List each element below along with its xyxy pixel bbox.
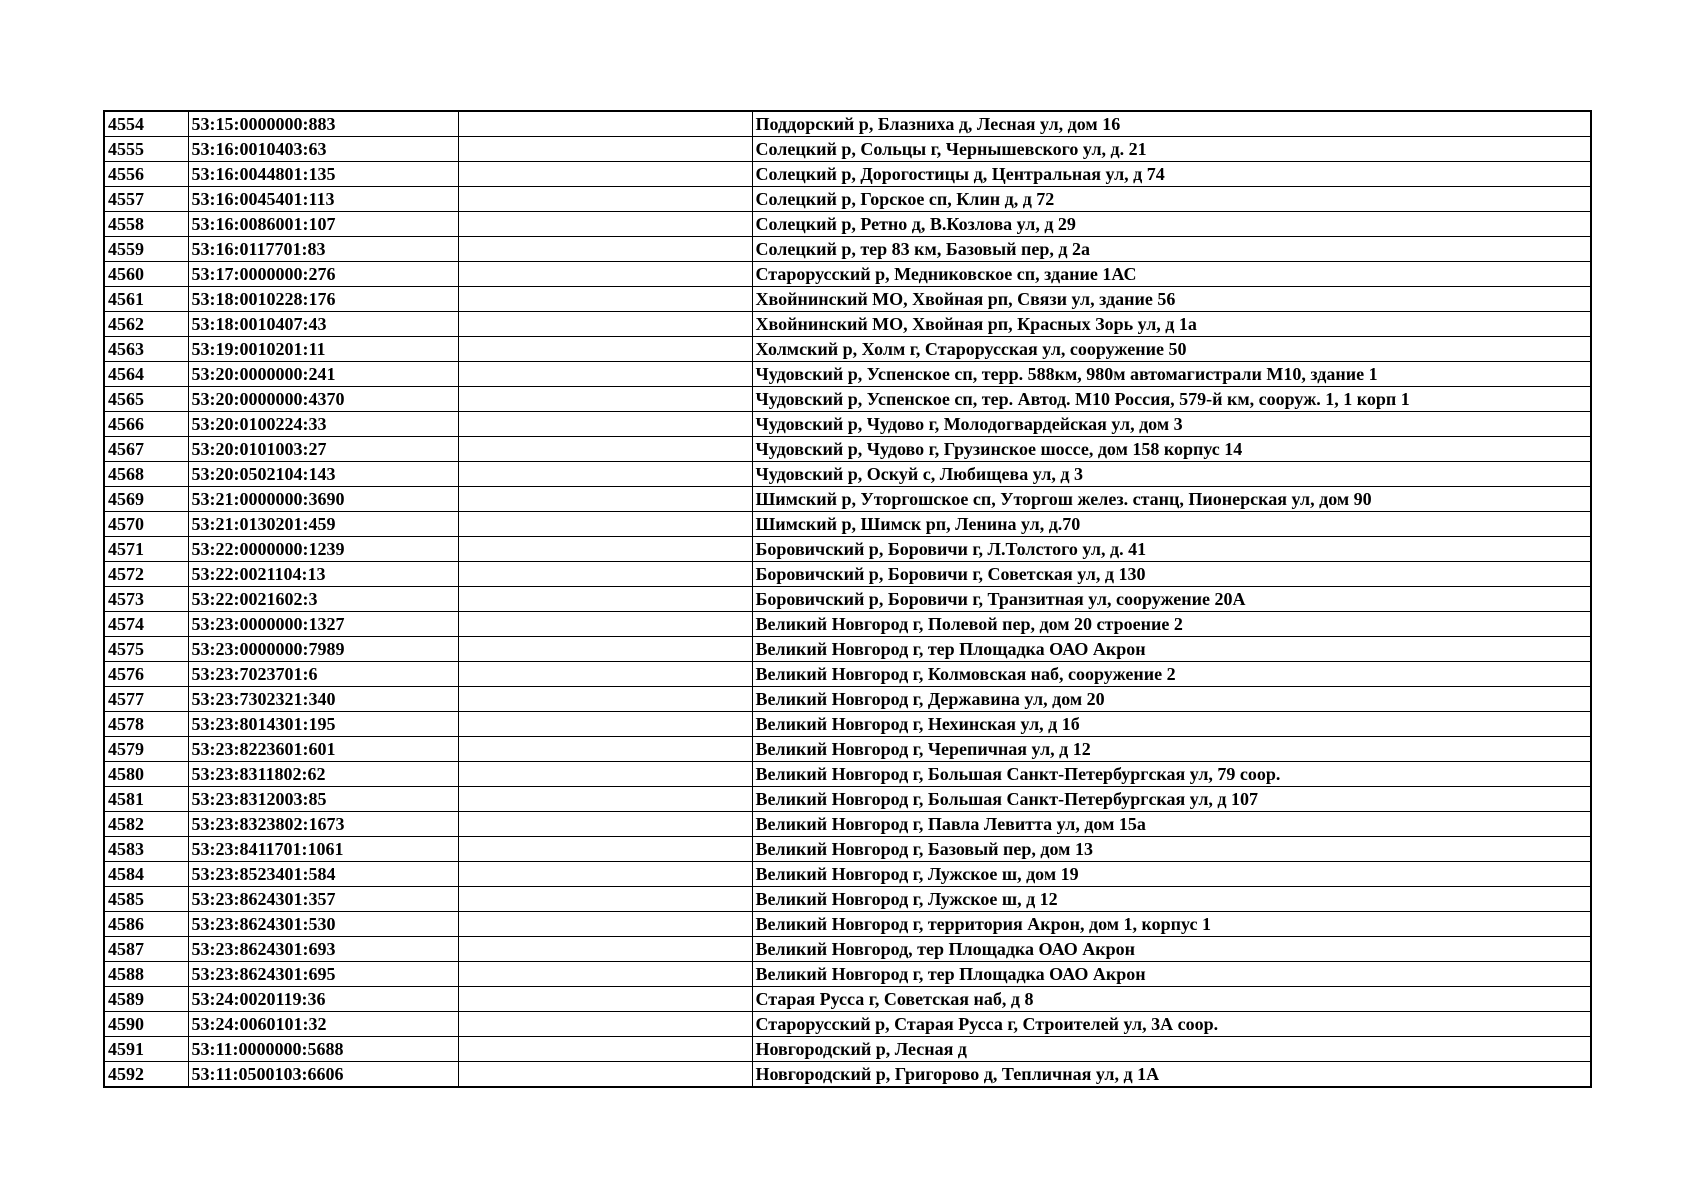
address-cell: Шимский р, Шимск рп, Ленина ул, д.70 xyxy=(752,512,1591,537)
row-number-cell: 4555 xyxy=(104,137,188,162)
table-row xyxy=(104,787,1591,812)
row-number-cell: 4589 xyxy=(104,987,188,1012)
empty-cell xyxy=(458,212,752,237)
cadastral-number-cell: 53:23:8523401:584 xyxy=(188,862,458,887)
table-row xyxy=(104,812,1591,837)
table-row xyxy=(104,887,1591,912)
cadastral-number-cell: 53:23:8624301:357 xyxy=(188,887,458,912)
empty-cell xyxy=(458,487,752,512)
row-number-cell: 4564 xyxy=(104,362,188,387)
address-cell: Великий Новгород г, Колмовская наб, сооружение 2 xyxy=(752,662,1591,687)
row-number-cell: 4579 xyxy=(104,737,188,762)
table-row xyxy=(104,187,1591,212)
table-row xyxy=(104,862,1591,887)
address-cell: Великий Новгород г, Большая Санкт-Петербургская ул, 79 соор. xyxy=(752,762,1591,787)
address-cell: Хвойнинский МО, Хвойная рп, Связи ул, здание 56 xyxy=(752,287,1591,312)
empty-cell xyxy=(458,937,752,962)
row-number-cell: 4559 xyxy=(104,237,188,262)
address-cell: Великий Новгород г, Большая Санкт-Петербургская ул, д 107 xyxy=(752,787,1591,812)
row-number-cell: 4569 xyxy=(104,487,188,512)
cadastral-number-cell: 53:23:8311802:62 xyxy=(188,762,458,787)
row-number-cell: 4577 xyxy=(104,687,188,712)
row-number-cell: 4558 xyxy=(104,212,188,237)
empty-cell xyxy=(458,1062,752,1088)
empty-cell xyxy=(458,562,752,587)
address-cell: Поддорский р, Блазниха д, Лесная ул, дом 16 xyxy=(752,111,1591,137)
table-row xyxy=(104,987,1591,1012)
address-cell: Великий Новгород г, территория Акрон, дом 1, корпус 1 xyxy=(752,912,1591,937)
row-number-cell: 4557 xyxy=(104,187,188,212)
address-cell: Солецкий р, Горское сп, Клин д, д 72 xyxy=(752,187,1591,212)
empty-cell xyxy=(458,387,752,412)
table-row xyxy=(104,612,1591,637)
table-row xyxy=(104,737,1591,762)
table-row xyxy=(104,437,1591,462)
empty-cell xyxy=(458,462,752,487)
empty-cell xyxy=(458,162,752,187)
cadastral-number-cell: 53:21:0130201:459 xyxy=(188,512,458,537)
cadastral-number-cell: 53:23:8312003:85 xyxy=(188,787,458,812)
table-row xyxy=(104,387,1591,412)
cadastral-number-cell: 53:11:0500103:6606 xyxy=(188,1062,458,1088)
row-number-cell: 4581 xyxy=(104,787,188,812)
row-number-cell: 4590 xyxy=(104,1012,188,1037)
address-cell: Новгородский р, Григорово д, Тепличная ул, д 1А xyxy=(752,1062,1591,1088)
address-cell: Солецкий р, Дорогостицы д, Центральная ул, д 74 xyxy=(752,162,1591,187)
table-row xyxy=(104,687,1591,712)
address-cell: Великий Новгород г, Лужское ш, дом 19 xyxy=(752,862,1591,887)
cadastral-number-cell: 53:16:0010403:63 xyxy=(188,137,458,162)
address-cell: Чудовский р, Успенское сп, тер. Автод. М10 Россия, 579-й км, сооруж. 1, 1 корп 1 xyxy=(752,387,1591,412)
table-row xyxy=(104,762,1591,787)
address-cell: Великий Новгород г, Полевой пер, дом 20 строение 2 xyxy=(752,612,1591,637)
empty-cell xyxy=(458,737,752,762)
empty-cell xyxy=(458,837,752,862)
row-number-cell: 4573 xyxy=(104,587,188,612)
row-number-cell: 4587 xyxy=(104,937,188,962)
table-row xyxy=(104,562,1591,587)
cadastral-number-cell: 53:23:0000000:7989 xyxy=(188,637,458,662)
row-number-cell: 4588 xyxy=(104,962,188,987)
cadastral-number-cell: 53:19:0010201:11 xyxy=(188,337,458,362)
address-cell: Хвойнинский МО, Хвойная рп, Красных Зорь ул, д 1а xyxy=(752,312,1591,337)
cadastral-number-cell: 53:23:8323802:1673 xyxy=(188,812,458,837)
row-number-cell: 4556 xyxy=(104,162,188,187)
table-row xyxy=(104,111,1591,137)
empty-cell xyxy=(458,137,752,162)
empty-cell xyxy=(458,812,752,837)
address-cell: Старорусский р, Старая Русса г, Строителей ул, 3А соор. xyxy=(752,1012,1591,1037)
row-number-cell: 4561 xyxy=(104,287,188,312)
cadastral-number-cell: 53:23:8223601:601 xyxy=(188,737,458,762)
address-cell: Солецкий р, Ретно д, В.Козлова ул, д 29 xyxy=(752,212,1591,237)
row-number-cell: 4563 xyxy=(104,337,188,362)
row-number-cell: 4570 xyxy=(104,512,188,537)
empty-cell xyxy=(458,687,752,712)
cadastral-number-cell: 53:23:8624301:530 xyxy=(188,912,458,937)
row-number-cell: 4574 xyxy=(104,612,188,637)
cadastral-number-cell: 53:16:0044801:135 xyxy=(188,162,458,187)
cadastral-number-cell: 53:16:0086001:107 xyxy=(188,212,458,237)
address-cell: Великий Новгород г, Черепичная ул, д 12 xyxy=(752,737,1591,762)
cadastral-number-cell: 53:22:0000000:1239 xyxy=(188,537,458,562)
empty-cell xyxy=(458,287,752,312)
address-cell: Новгородский р, Лесная д xyxy=(752,1037,1591,1062)
row-number-cell: 4560 xyxy=(104,262,188,287)
empty-cell xyxy=(458,712,752,737)
empty-cell xyxy=(458,987,752,1012)
table-row xyxy=(104,212,1591,237)
table-row xyxy=(104,962,1591,987)
empty-cell xyxy=(458,262,752,287)
table-row xyxy=(104,912,1591,937)
empty-cell xyxy=(458,1037,752,1062)
address-cell: Великий Новгород г, Державина ул, дом 20 xyxy=(752,687,1591,712)
cadastral-number-cell: 53:11:0000000:5688 xyxy=(188,1037,458,1062)
table-row xyxy=(104,162,1591,187)
registry-table xyxy=(103,110,1592,1088)
row-number-cell: 4584 xyxy=(104,862,188,887)
address-cell: Великий Новгород г, Лужское ш, д 12 xyxy=(752,887,1591,912)
address-cell: Чудовский р, Оскуй с, Любищева ул, д 3 xyxy=(752,462,1591,487)
address-cell: Боровичский р, Боровичи г, Советская ул, д 130 xyxy=(752,562,1591,587)
cadastral-number-cell: 53:23:7023701:6 xyxy=(188,662,458,687)
cadastral-number-cell: 53:20:0000000:4370 xyxy=(188,387,458,412)
cadastral-number-cell: 53:16:0117701:83 xyxy=(188,237,458,262)
table-row xyxy=(104,412,1591,437)
empty-cell xyxy=(458,587,752,612)
row-number-cell: 4591 xyxy=(104,1037,188,1062)
cadastral-number-cell: 53:24:0060101:32 xyxy=(188,1012,458,1037)
table-row xyxy=(104,512,1591,537)
row-number-cell: 4568 xyxy=(104,462,188,487)
empty-cell xyxy=(458,512,752,537)
cadastral-number-cell: 53:21:0000000:3690 xyxy=(188,487,458,512)
row-number-cell: 4580 xyxy=(104,762,188,787)
empty-cell xyxy=(458,412,752,437)
empty-cell xyxy=(458,437,752,462)
address-cell: Великий Новгород г, Нехинская ул, д 1б xyxy=(752,712,1591,737)
row-number-cell: 4565 xyxy=(104,387,188,412)
empty-cell xyxy=(458,612,752,637)
cadastral-number-cell: 53:20:0000000:241 xyxy=(188,362,458,387)
table-row xyxy=(104,237,1591,262)
table-row xyxy=(104,337,1591,362)
cadastral-number-cell: 53:17:0000000:276 xyxy=(188,262,458,287)
empty-cell xyxy=(458,237,752,262)
table-row xyxy=(104,712,1591,737)
address-cell: Чудовский р, Чудово г, Грузинское шоссе, дом 158 корпус 14 xyxy=(752,437,1591,462)
table-row xyxy=(104,1037,1591,1062)
row-number-cell: 4571 xyxy=(104,537,188,562)
empty-cell xyxy=(458,787,752,812)
table-row xyxy=(104,462,1591,487)
cadastral-number-cell: 53:23:8411701:1061 xyxy=(188,837,458,862)
row-number-cell: 4586 xyxy=(104,912,188,937)
row-number-cell: 4566 xyxy=(104,412,188,437)
empty-cell xyxy=(458,662,752,687)
cadastral-number-cell: 53:23:8624301:695 xyxy=(188,962,458,987)
table-row xyxy=(104,1012,1591,1037)
table-row xyxy=(104,287,1591,312)
row-number-cell: 4554 xyxy=(104,111,188,137)
table-row xyxy=(104,662,1591,687)
cadastral-number-cell: 53:23:0000000:1327 xyxy=(188,612,458,637)
cadastral-number-cell: 53:18:0010228:176 xyxy=(188,287,458,312)
cadastral-number-cell: 53:24:0020119:36 xyxy=(188,987,458,1012)
cadastral-number-cell: 53:18:0010407:43 xyxy=(188,312,458,337)
empty-cell xyxy=(458,762,752,787)
cadastral-number-cell: 53:23:8014301:195 xyxy=(188,712,458,737)
cadastral-number-cell: 53:16:0045401:113 xyxy=(188,187,458,212)
empty-cell xyxy=(458,111,752,137)
address-cell: Великий Новгород г, тер Площадка ОАО Акрон xyxy=(752,962,1591,987)
table-row xyxy=(104,637,1591,662)
address-cell: Боровичский р, Боровичи г, Транзитная ул, сооружение 20А xyxy=(752,587,1591,612)
address-cell: Чудовский р, Чудово г, Молодогвардейская ул, дом 3 xyxy=(752,412,1591,437)
registry-table-body xyxy=(104,111,1591,1087)
address-cell: Старорусский р, Медниковское сп, здание 1АС xyxy=(752,262,1591,287)
table-row xyxy=(104,537,1591,562)
table-row xyxy=(104,587,1591,612)
address-cell: Шимский р, Уторгошское сп, Уторгош желез. станц, Пионерская ул, дом 90 xyxy=(752,487,1591,512)
address-cell: Чудовский р, Успенское сп, терр. 588км, 980м автомагистрали М10, здание 1 xyxy=(752,362,1591,387)
cadastral-number-cell: 53:23:7302321:340 xyxy=(188,687,458,712)
table-row xyxy=(104,937,1591,962)
empty-cell xyxy=(458,362,752,387)
address-cell: Великий Новгород г, Павла Левитта ул, дом 15а xyxy=(752,812,1591,837)
row-number-cell: 4572 xyxy=(104,562,188,587)
cadastral-number-cell: 53:20:0100224:33 xyxy=(188,412,458,437)
empty-cell xyxy=(458,887,752,912)
address-cell: Великий Новгород г, тер Площадка ОАО Акрон xyxy=(752,637,1591,662)
row-number-cell: 4578 xyxy=(104,712,188,737)
address-cell: Старая Русса г, Советская наб, д 8 xyxy=(752,987,1591,1012)
cadastral-number-cell: 53:20:0502104:143 xyxy=(188,462,458,487)
cadastral-number-cell: 53:15:0000000:883 xyxy=(188,111,458,137)
empty-cell xyxy=(458,312,752,337)
empty-cell xyxy=(458,337,752,362)
empty-cell xyxy=(458,962,752,987)
table-row xyxy=(104,837,1591,862)
row-number-cell: 4582 xyxy=(104,812,188,837)
cadastral-number-cell: 53:23:8624301:693 xyxy=(188,937,458,962)
row-number-cell: 4585 xyxy=(104,887,188,912)
row-number-cell: 4567 xyxy=(104,437,188,462)
address-cell: Холмский р, Холм г, Старорусская ул, сооружение 50 xyxy=(752,337,1591,362)
address-cell: Солецкий р, тер 83 км, Базовый пер, д 2а xyxy=(752,237,1591,262)
table-row xyxy=(104,312,1591,337)
address-cell: Солецкий р, Сольцы г, Чернышевского ул, д. 21 xyxy=(752,137,1591,162)
row-number-cell: 4575 xyxy=(104,637,188,662)
table-row xyxy=(104,362,1591,387)
empty-cell xyxy=(458,912,752,937)
cadastral-number-cell: 53:20:0101003:27 xyxy=(188,437,458,462)
table-row xyxy=(104,262,1591,287)
row-number-cell: 4562 xyxy=(104,312,188,337)
cadastral-number-cell: 53:22:0021104:13 xyxy=(188,562,458,587)
empty-cell xyxy=(458,1012,752,1037)
row-number-cell: 4583 xyxy=(104,837,188,862)
empty-cell xyxy=(458,862,752,887)
table-row xyxy=(104,1062,1591,1088)
cadastral-number-cell: 53:22:0021602:3 xyxy=(188,587,458,612)
row-number-cell: 4576 xyxy=(104,662,188,687)
empty-cell xyxy=(458,637,752,662)
row-number-cell: 4592 xyxy=(104,1062,188,1088)
address-cell: Боровичский р, Боровичи г, Л.Толстого ул, д. 41 xyxy=(752,537,1591,562)
table-row xyxy=(104,137,1591,162)
table-row xyxy=(104,487,1591,512)
address-cell: Великий Новгород г, Базовый пер, дом 13 xyxy=(752,837,1591,862)
empty-cell xyxy=(458,537,752,562)
address-cell: Великий Новгород, тер Площадка ОАО Акрон xyxy=(752,937,1591,962)
empty-cell xyxy=(458,187,752,212)
